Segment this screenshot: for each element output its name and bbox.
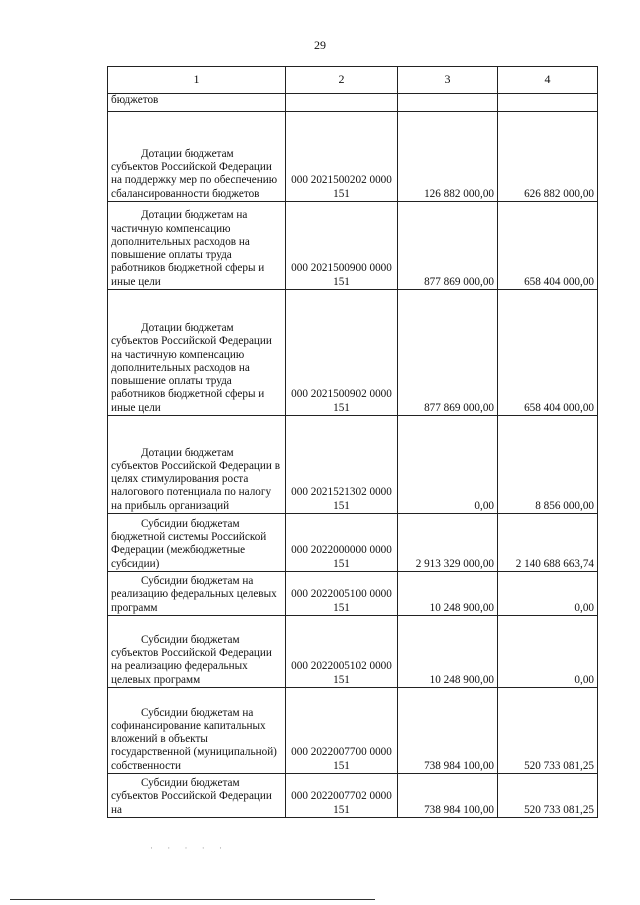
- row-amount-4-text: 520 733 081,25: [524, 803, 594, 816]
- row-code-text: 000 2021521302 0000 151: [291, 486, 392, 512]
- footer-rule: [10, 899, 375, 900]
- row-code-text: 000 2022007700 0000 151: [291, 746, 392, 772]
- row-name: [108, 416, 286, 514]
- row-amount-3-text: 10 248 900,00: [429, 673, 494, 686]
- row-name: [108, 290, 286, 416]
- budget-table: [107, 66, 598, 818]
- scan-artifact: · · · · ·: [150, 843, 228, 853]
- row-code-text: 000 2021500202 0000 151: [291, 174, 392, 200]
- row-amount-4-text: 520 733 081,25: [524, 759, 594, 772]
- header-col-3: 3: [398, 67, 498, 94]
- table-row: [108, 688, 598, 774]
- table-row: [108, 572, 598, 616]
- page-number: 29: [314, 38, 326, 52]
- row-code: [286, 572, 398, 616]
- row-amount-3: [398, 94, 498, 112]
- table-row: [108, 112, 598, 202]
- row-amount-3-text: 126 882 000,00: [424, 187, 494, 200]
- row-code-text: 000 2021500900 0000 151: [291, 262, 392, 288]
- row-amount-3: [398, 688, 498, 774]
- row-amount-4-text: 0,00: [574, 601, 594, 614]
- row-code: [286, 112, 398, 202]
- row-code: [286, 514, 398, 572]
- row-amount-4-text: 2 140 688 663,74: [515, 557, 594, 570]
- table-row: [108, 202, 598, 290]
- row-amount-4: [498, 112, 598, 202]
- row-amount-4: [498, 514, 598, 572]
- row-amount-4: [498, 616, 598, 688]
- header-col-2: 2: [286, 67, 398, 94]
- header-col-1: 1: [108, 67, 286, 94]
- row-name-text: бюджетов: [111, 94, 159, 106]
- row-amount-3: [398, 572, 498, 616]
- row-name: [108, 514, 286, 572]
- row-code-text: 000 2022000000 0000 151: [291, 544, 392, 570]
- row-amount-4: [498, 290, 598, 416]
- table-row: [108, 416, 598, 514]
- row-code-text: 000 2021500902 0000 151: [291, 388, 392, 414]
- row-name-text: Дотации бюджетам субъектов Российской Федерации в целях стимулирования роста налогового потенциала по налогу на прибыль организаций: [111, 446, 280, 512]
- row-name: [108, 112, 286, 202]
- row-amount-3: [398, 416, 498, 514]
- row-amount-3: [398, 202, 498, 290]
- row-amount-4-text: 626 882 000,00: [524, 187, 594, 200]
- row-amount-3: [398, 774, 498, 818]
- table-row: [108, 514, 598, 572]
- row-code: [286, 774, 398, 818]
- row-name: [108, 202, 286, 290]
- row-name: [108, 774, 286, 818]
- table-row: [108, 616, 598, 688]
- row-amount-4: [498, 202, 598, 290]
- row-amount-4-text: 658 404 000,00: [524, 401, 594, 414]
- row-code: [286, 94, 398, 112]
- row-amount-3: [398, 112, 498, 202]
- row-amount-4: [498, 774, 598, 818]
- row-amount-3-text: 0,00: [474, 499, 494, 512]
- row-amount-3-text: 877 869 000,00: [424, 401, 494, 414]
- row-amount-4-text: 0,00: [574, 673, 594, 686]
- row-name: [108, 688, 286, 774]
- row-amount-3-text: 10 248 900,00: [429, 601, 494, 614]
- row-code: [286, 416, 398, 514]
- row-amount-4: [498, 572, 598, 616]
- row-amount-4-text: 658 404 000,00: [524, 275, 594, 288]
- table-row: [108, 94, 598, 112]
- row-name-text: Дотации бюджетам на частичную компенсацию дополнительных расходов на повышение оплаты труда работников бюджетной сферы и иные цели: [111, 209, 265, 288]
- row-amount-3-text: 877 869 000,00: [424, 275, 494, 288]
- row-name-text: Субсидии бюджетам субъектов Российской Федерации на реализацию федеральных целевых программ: [111, 633, 272, 686]
- row-name: [108, 572, 286, 616]
- row-name: [108, 94, 286, 112]
- header-col-4: 4: [498, 67, 598, 94]
- row-name-text: Субсидии бюджетам на реализацию федеральных целевых программ: [111, 575, 277, 614]
- row-name-text: Дотации бюджетам субъектов Российской Федерации на поддержку мер по обеспечению сбалансированности бюджетов: [111, 147, 278, 200]
- row-amount-3-text: 2 913 329 000,00: [415, 557, 494, 570]
- table-header-row: [108, 67, 598, 94]
- row-amount-4-text: 8 856 000,00: [535, 499, 594, 512]
- row-amount-3-text: 738 984 100,00: [424, 803, 494, 816]
- row-code-text: 000 2022007702 0000 151: [291, 790, 392, 816]
- row-code: [286, 688, 398, 774]
- row-amount-4: [498, 688, 598, 774]
- table-row: [108, 774, 598, 818]
- row-code-text: 000 2022005102 0000 151: [291, 660, 392, 686]
- row-code: [286, 616, 398, 688]
- row-name-text: Субсидии бюджетам субъектов Российской Федерации на: [111, 777, 272, 816]
- row-code-text: 000 2022005100 0000 151: [291, 588, 392, 614]
- row-amount-4: [498, 416, 598, 514]
- row-name-text: Субсидии бюджетам на софинансирование капитальных вложений в объекты государственной (муниципальной) собственности: [111, 706, 277, 772]
- row-amount-3: [398, 290, 498, 416]
- row-amount-3: [398, 616, 498, 688]
- row-name: [108, 616, 286, 688]
- row-name-text: Дотации бюджетам субъектов Российской Федерации на частичную компенсацию дополнительных расходов на повышение оплаты труда работников бюджетной сферы и иные цели: [111, 321, 272, 414]
- row-name-text: Субсидии бюджетам бюджетной системы Российской Федерации (межбюджетные субсидии): [111, 517, 267, 570]
- row-code: [286, 202, 398, 290]
- row-amount-4: [498, 94, 598, 112]
- row-amount-3: [398, 514, 498, 572]
- row-amount-3-text: 738 984 100,00: [424, 759, 494, 772]
- table-row: [108, 290, 598, 416]
- row-code: [286, 290, 398, 416]
